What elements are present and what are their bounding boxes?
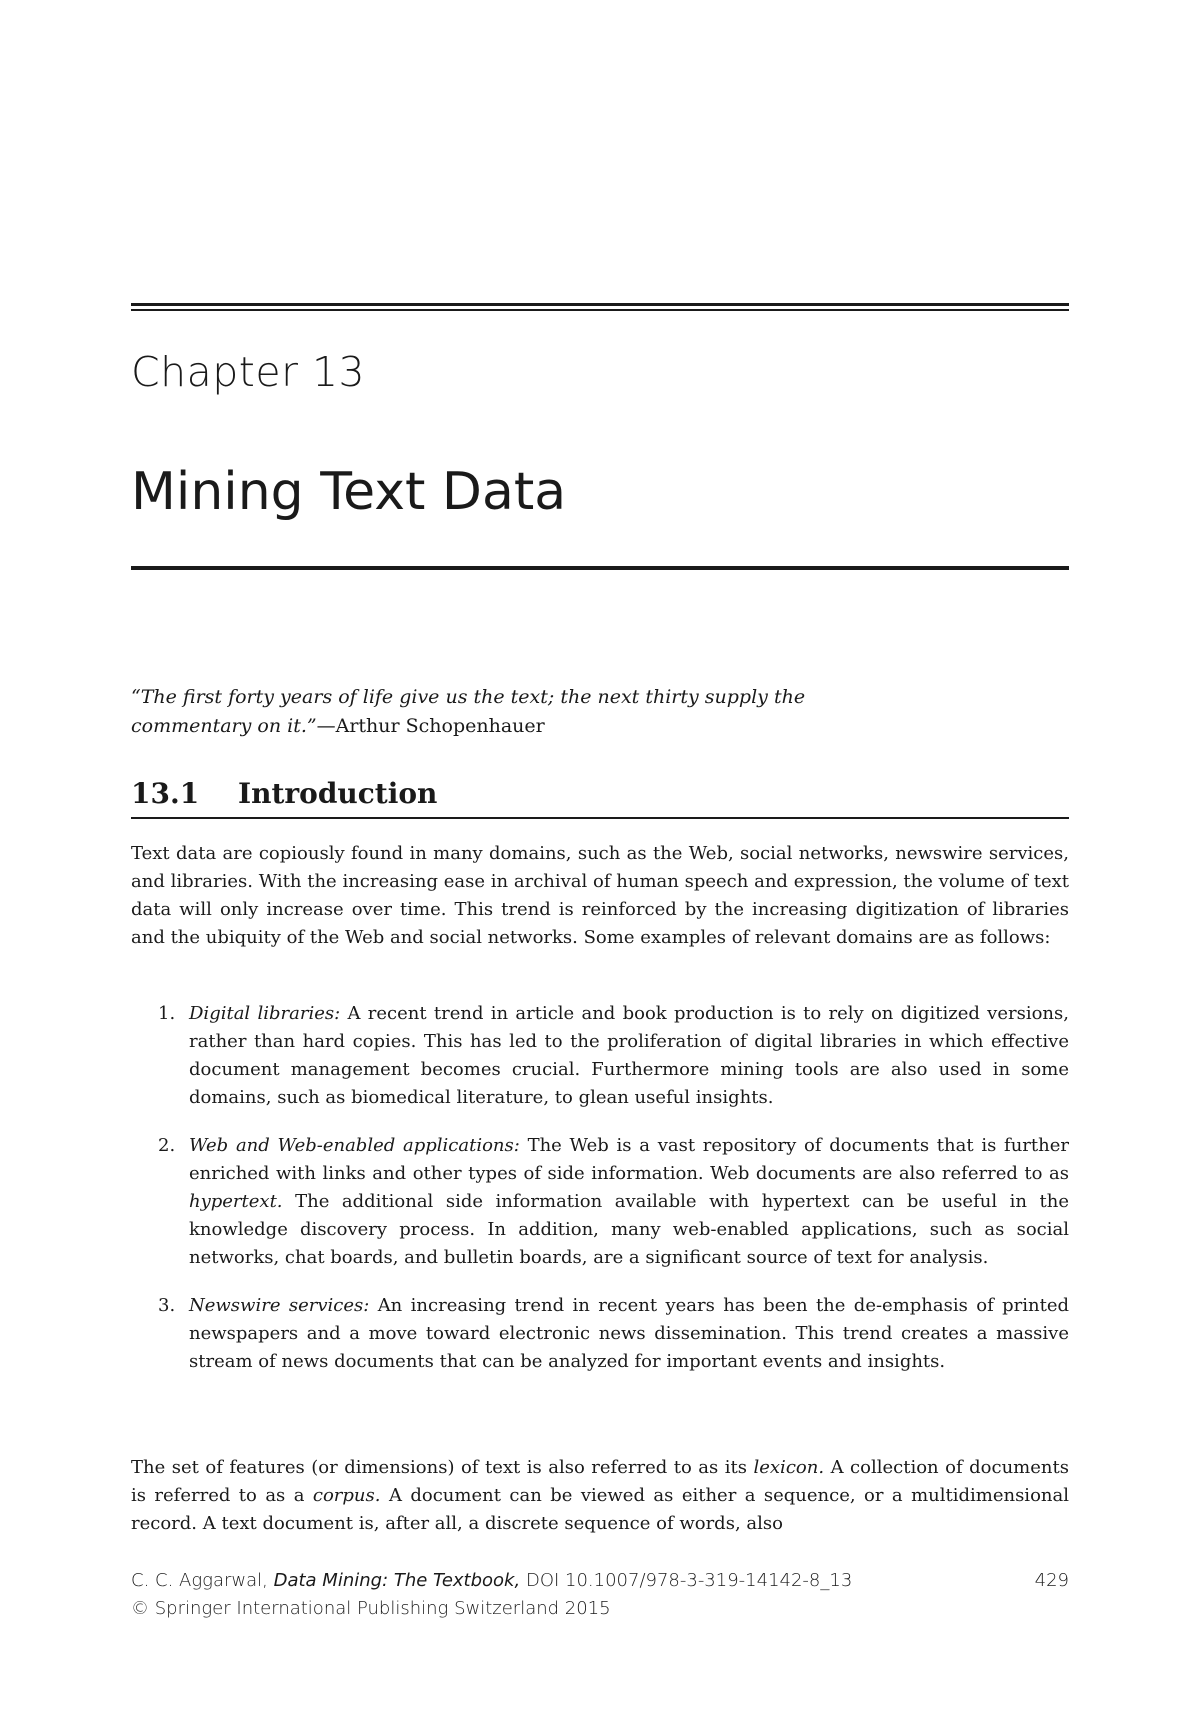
list-term: Digital libraries: (189, 1003, 341, 1024)
list-item (131, 1292, 1069, 1376)
list-text: The Web is a vast repository of documents that is further enriched with links and other types of side information. Web documents are also referred to as (189, 1135, 1069, 1184)
closing-emphasis: lexicon. (753, 1457, 825, 1478)
footer-author: C. C. Aggarwal, (131, 1570, 268, 1591)
chapter-title: Mining Text Data (131, 462, 567, 522)
chapter-top-rule-thin (131, 309, 1069, 311)
footer-copyright: © Springer International Publishing Switzerland 2015 (131, 1598, 611, 1619)
chapter-top-rule (131, 303, 1069, 306)
section-number: 13.1 (131, 777, 200, 810)
intro-paragraph: Text data are copiously found in many domains, such as the Web, social networks, newswire services, and libraries. With the increasing ease in archival of human speech and expression, the volume of text data will only increase over time. This trend is reinforced by the increasing digitization of libraries and the ubiquity of the Web and social networks. Some examples of relevant domains are as follows: (131, 843, 1069, 948)
domain-list (131, 1000, 1069, 1396)
list-marker: 2. (158, 1135, 176, 1156)
closing-text: A document can be viewed as either a sequence, or a multidimensional record. A text document is, after all, a discrete sequence of words, also (131, 1485, 1069, 1534)
page-footer (131, 1567, 1069, 1623)
book-page (131, 0, 1069, 1712)
list-marker: 1. (158, 1003, 176, 1024)
footer-doi: DOI 10.1007/978-3-319-14142-8_13 (525, 1570, 853, 1591)
list-text: A recent trend in article and book production is to rely on digitized versions, rather than hard copies. This has led to the proliferation of digital libraries in which effective document management becomes crucial. Furthermore mining tools are also used in some domains, such as biomedical literature, to glean useful insights. (189, 1003, 1069, 1108)
list-item (131, 1000, 1069, 1112)
section-rule (131, 817, 1069, 819)
section-title: Introduction (238, 777, 438, 810)
chapter-title-rule (131, 566, 1069, 570)
closing-text: The set of features (or dimensions) of text is also referred to as its (131, 1457, 747, 1478)
list-marker: 3. (158, 1295, 176, 1316)
list-term: Web and Web-enabled applications: (189, 1135, 520, 1156)
epigraph-attribution: —Arthur Schopenhauer (316, 715, 545, 737)
list-term: Newswire services: (189, 1295, 370, 1316)
list-item (131, 1132, 1069, 1272)
epigraph-quote: “The first forty years of life give us the text; the next thirty supply the commentary on it.” (131, 686, 806, 737)
chapter-label: Chapter 13 (131, 348, 366, 396)
section-heading (131, 777, 1069, 810)
page-number: 429 (1034, 1570, 1069, 1591)
closing-paragraph (131, 1454, 1069, 1538)
citation-line (131, 1567, 1069, 1595)
epigraph (131, 683, 831, 741)
closing-emphasis: corpus. (312, 1485, 381, 1506)
list-emphasis: hypertext. (189, 1191, 283, 1212)
list-text: An increasing trend in recent years has been the de-emphasis of printed newspapers and a move toward electronic news dissemination. This trend creates a massive stream of news documents that can be analyzed for important events and insights. (189, 1295, 1069, 1372)
footer-book-title: Data Mining: The Textbook, (273, 1570, 521, 1591)
closing-text: A collection of documents is referred to as a (131, 1457, 1069, 1506)
list-text: The additional side information available with hypertext can be useful in the knowledge discovery process. In addition, many web-enabled applications, such as social networks, chat boards, and bulletin boards, are a significant source of text for analysis. (189, 1191, 1069, 1268)
